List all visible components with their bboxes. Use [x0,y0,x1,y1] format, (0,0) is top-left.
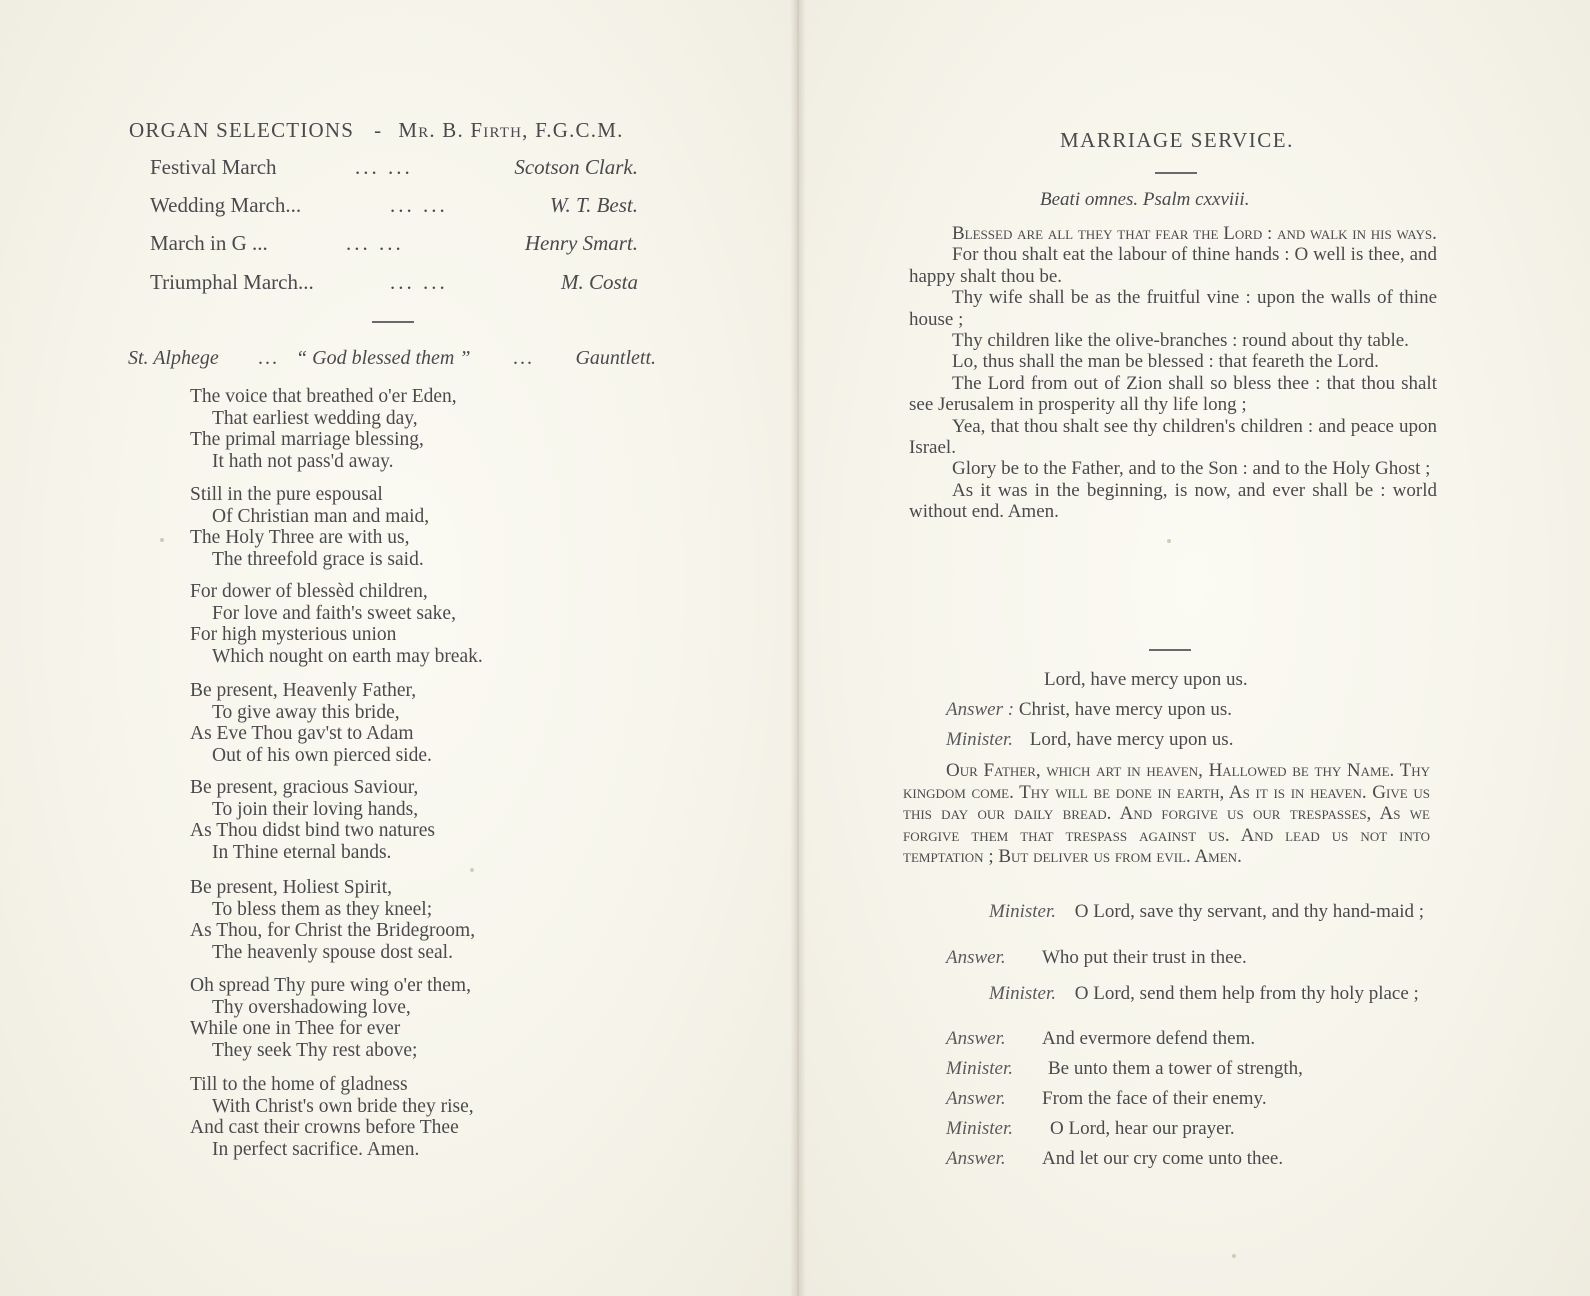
psalm-verse: Yea, that thou shalt see thy children's children : and peace upon Israel. [909,415,1437,459]
verse-line: While one in Thee for ever [190,1018,401,1039]
verse-line: Be present, gracious Saviour, [190,777,419,798]
title-divider [1155,172,1197,174]
verse-line: As Thou, for Christ the Bridegroom, [190,920,476,941]
verse-line: To join their loving hands, [212,798,419,820]
response-text: And evermore defend them. [1042,1028,1256,1049]
organ-heading-separator: - [374,118,383,142]
verse-line: Still in the pure espousal [190,484,383,505]
selection-composer: Henry Smart. [524,231,638,255]
response-text: And let our cry come unto thee. [1042,1148,1284,1169]
kyrie-line: Lord, have mercy upon us. [1044,669,1248,690]
hymn-verse [190,680,432,766]
verse-line: Be present, Holiest Spirit, [190,877,393,898]
verse-line: Thy overshadowing love, [212,996,411,1018]
verse-line: As Thou didst bind two natures [190,820,436,841]
response-row [946,1088,1476,1110]
verse-line: It hath not pass'd away. [212,450,394,472]
hymn-verse [190,777,435,863]
response-role: Minister. [946,729,1014,750]
organist-name: Mr. B. Firth, F.G.C.M. [398,118,624,142]
response-row [946,1118,1476,1140]
response-row [903,983,1433,1005]
response-text: Who put their trust in thee. [1042,947,1247,968]
psalm-heading: Beati omnes. Psalm cxxviii. [1040,189,1250,210]
response-role: Answer : [946,699,1015,720]
psalm-text [909,223,1437,523]
verse-line: For high mysterious union [190,624,397,645]
selection-composer: Scotson Clark. [514,155,638,179]
verse-line: The primal marriage blessing, [190,429,424,450]
paper-speck [160,538,164,542]
verse-line: In perfect sacrifice. Amen. [212,1138,420,1160]
response-text: O Lord, save thy servant, and thy hand-maid ; [1074,901,1425,922]
hymn-verse [190,386,457,472]
verse-line: To bless them as they kneel; [212,898,433,920]
response-text: Lord, have mercy upon us. [1029,729,1234,750]
verse-line: The Holy Three are with us, [190,527,410,548]
hymn-dots: ... [258,347,279,369]
psalm-divider [1149,649,1191,651]
response-row [946,1058,1476,1080]
hymn-verse [190,581,483,667]
marriage-service-title: MARRIAGE SERVICE. [1060,128,1294,152]
hymn-title: “ God blessed them ” [296,347,471,369]
hymn-verse [190,877,475,963]
verse-line: The voice that breathed o'er Eden, [190,386,457,407]
paper-speck [470,868,474,872]
response-row [946,1148,1476,1170]
section-divider [372,321,414,323]
organ-selections-heading [129,118,624,143]
kyrie-answer [946,699,1476,721]
organ-heading-text: ORGAN SELECTIONS [129,118,355,142]
verse-line: And cast their crowns before Thee [190,1117,459,1138]
verse-line: As Eve Thou gav'st to Adam [190,723,414,744]
verse-line: The heavenly spouse dost seal. [212,941,453,963]
response-role: Answer. [946,1028,1006,1049]
verse-line: Out of his own pierced side. [212,744,432,766]
paper-speck [1167,539,1171,543]
hymn-tune-name: St. Alphege [128,347,219,369]
selection-title: March in G ... [150,231,268,255]
response-row [903,901,1433,923]
psalm-verse: Glory be to the Father, and to the Son : and to the Holy Ghost ; [952,458,1431,480]
response-text: O Lord, send them help from thy holy place ; [1074,983,1419,1004]
response-role: Minister. [946,1118,1014,1139]
selection-title: Festival March [150,155,277,179]
verse-line: With Christ's own bride they rise, [212,1095,474,1117]
book-spine-fold [790,0,806,1296]
response-role: Answer. [946,1088,1006,1109]
selection-dots: ... ... [390,193,448,217]
verse-line: Be present, Heavenly Father, [190,680,417,701]
psalm-verse: Blessed are all they that fear the Lord : and walk in his ways. [952,223,1437,244]
psalm-verse: Lo, thus shall the man be blessed : that feareth the Lord. [952,351,1379,373]
psalm-verse: The Lord from out of Zion shall so bless thee : that thou shalt see Jerusalem in prosperity all thy life long ; [909,372,1437,416]
response-role: Minister. [989,983,1057,1004]
verse-line: Which nought on earth may break. [212,645,483,667]
response-text: O Lord, hear our prayer. [1050,1118,1235,1139]
response-role: Answer. [946,1148,1006,1169]
response-text: Christ, have mercy upon us. [1018,699,1233,720]
psalm-verse: Thy children like the olive-branches : round about thy table. [952,330,1409,352]
response-text: From the face of their enemy. [1042,1088,1267,1109]
selection-dots: ... ... [355,155,413,179]
verse-line: For love and faith's sweet sake, [212,602,456,624]
kyrie-minister [946,729,1476,751]
response-text: Be unto them a tower of strength, [1048,1058,1303,1079]
verse-line: That earliest wedding day, [212,407,418,429]
response-role: Minister. [946,1058,1014,1079]
selection-composer: M. Costa [560,270,638,294]
verse-line: Oh spread Thy pure wing o'er them, [190,975,471,996]
psalm-verse: As it was in the beginning, is now, and ever shall be : world without end. Amen. [909,479,1437,523]
verse-line: In Thine eternal bands. [212,841,392,863]
hymn-dots: ... [513,347,534,369]
verse-line: To give away this bride, [212,701,400,723]
lords-prayer-text: Our Father, which art in heaven, Hallowed be thy Name. Thy kingdom come. Thy will be done in earth, As it is in heaven. Give us this day our daily bread. And forgive us our trespasses, As we forgive them that trespass against us. And lead us not into temptation ; But deliver us from evil. Amen. [903,760,1430,868]
selection-composer: W. T. Best. [549,193,638,217]
response-row [946,1028,1476,1050]
hymn-verse [190,484,429,570]
hymn-verse [190,975,471,1061]
verse-line: For dower of blessèd children, [190,581,428,602]
psalm-verse: For thou shalt eat the labour of thine hands : O well is thee, and happy shalt thou be. [909,244,1437,287]
response-role: Minister. [989,901,1057,922]
selection-title: Triumphal March... [150,270,314,294]
verse-line: Of Christian man and maid, [212,505,430,527]
verse-line: Till to the home of gladness [190,1074,408,1095]
verse-line: The threefold grace is said. [212,548,424,570]
response-role: Answer. [946,947,1006,968]
selection-dots: ... ... [390,270,448,294]
verse-line: They seek Thy rest above; [212,1039,418,1061]
selection-title: Wedding March... [150,193,302,217]
response-row [946,947,1476,969]
selection-dots: ... ... [346,231,404,255]
psalm-verse: Thy wife shall be as the fruitful vine : upon the walls of thine house ; [909,287,1437,330]
hymn-composer: Gauntlett. [575,347,656,369]
lords-prayer [903,760,1430,868]
paper-speck [1232,1254,1236,1258]
hymn-verse [190,1074,474,1160]
